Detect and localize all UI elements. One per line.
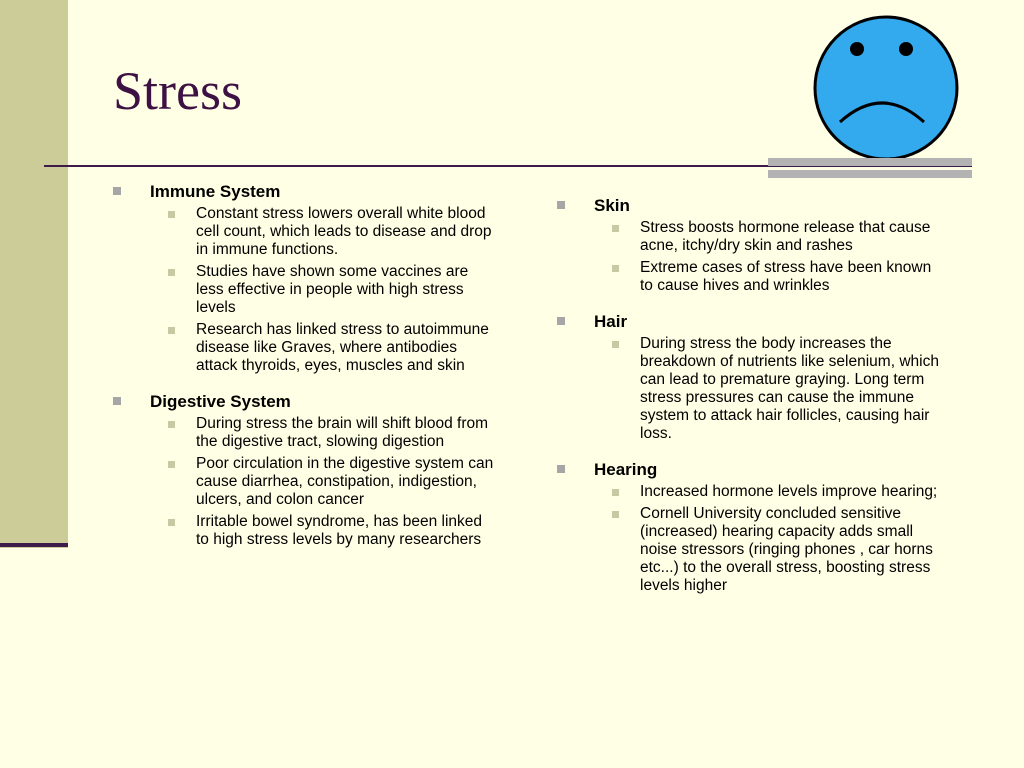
small-square-bullet-icon xyxy=(168,421,175,428)
section-heading: Digestive System xyxy=(150,392,291,411)
small-square-bullet-icon xyxy=(168,269,175,276)
gray-accent-bar-bottom xyxy=(768,170,972,178)
sub-bullet-list xyxy=(612,335,942,443)
list-item: Poor circulation in the digestive system can cause diarrhea, constipation, indigestion, ulcers, and colon cancer xyxy=(168,455,498,509)
section-hearing xyxy=(557,459,967,595)
section-hair xyxy=(557,311,967,443)
gray-accent-bar-top xyxy=(768,158,972,166)
list-item: Studies have shown some vaccines are less effective in people with high stress levels xyxy=(168,263,498,317)
list-item: Increased hormone levels improve hearing; xyxy=(612,483,942,501)
small-square-bullet-icon xyxy=(168,211,175,218)
small-square-bullet-icon xyxy=(612,511,619,518)
section-heading: Hearing xyxy=(594,460,658,479)
sub-bullet-list xyxy=(612,219,942,295)
list-item: Constant stress lowers overall white blood cell count, which leads to disease and drop in immune functions. xyxy=(168,205,498,259)
list-item: During stress the body increases the breakdown of nutrients like selenium, which can lead to premature graying. Long term stress pressures can cause the immune system to attack hair follicles, causing hair loss. xyxy=(612,335,942,443)
square-bullet-icon xyxy=(557,201,565,209)
sub-bullet-list xyxy=(612,483,942,595)
small-square-bullet-icon xyxy=(612,341,619,348)
square-bullet-icon xyxy=(113,187,121,195)
small-square-bullet-icon xyxy=(612,489,619,496)
small-square-bullet-icon xyxy=(612,225,619,232)
section-immune-system xyxy=(113,181,523,375)
slide-title: Stress xyxy=(113,61,243,121)
section-heading: Immune System xyxy=(150,182,281,201)
right-column xyxy=(557,195,967,611)
sub-bullet-list xyxy=(168,415,498,549)
list-item: Research has linked stress to autoimmune disease like Graves, where antibodies attack thyroids, eyes, muscles and skin xyxy=(168,321,498,375)
section-digestive-system xyxy=(113,391,523,549)
small-square-bullet-icon xyxy=(168,461,175,468)
left-accent-line xyxy=(0,543,68,547)
list-item: During stress the brain will shift blood from the digestive tract, slowing digestion xyxy=(168,415,498,451)
square-bullet-icon xyxy=(557,317,565,325)
section-skin xyxy=(557,195,967,295)
list-item: Irritable bowel syndrome, has been linked to high stress levels by many researchers xyxy=(168,513,498,549)
small-square-bullet-icon xyxy=(612,265,619,272)
square-bullet-icon xyxy=(113,397,121,405)
list-item: Stress boosts hormone release that cause acne, itchy/dry skin and rashes xyxy=(612,219,942,255)
sub-bullet-list xyxy=(168,205,498,375)
sad-face-icon xyxy=(812,14,960,162)
small-square-bullet-icon xyxy=(168,327,175,334)
left-accent-band xyxy=(0,0,68,548)
list-item: Cornell University concluded sensitive (increased) hearing capacity adds small noise stressors (ringing phones , car horns etc...) to the overall stress, boosting stress levels higher xyxy=(612,505,942,595)
section-heading: Skin xyxy=(594,196,630,215)
square-bullet-icon xyxy=(557,465,565,473)
left-column xyxy=(113,181,523,565)
list-item: Extreme cases of stress have been known to cause hives and wrinkles xyxy=(612,259,942,295)
section-heading: Hair xyxy=(594,312,628,331)
small-square-bullet-icon xyxy=(168,519,175,526)
